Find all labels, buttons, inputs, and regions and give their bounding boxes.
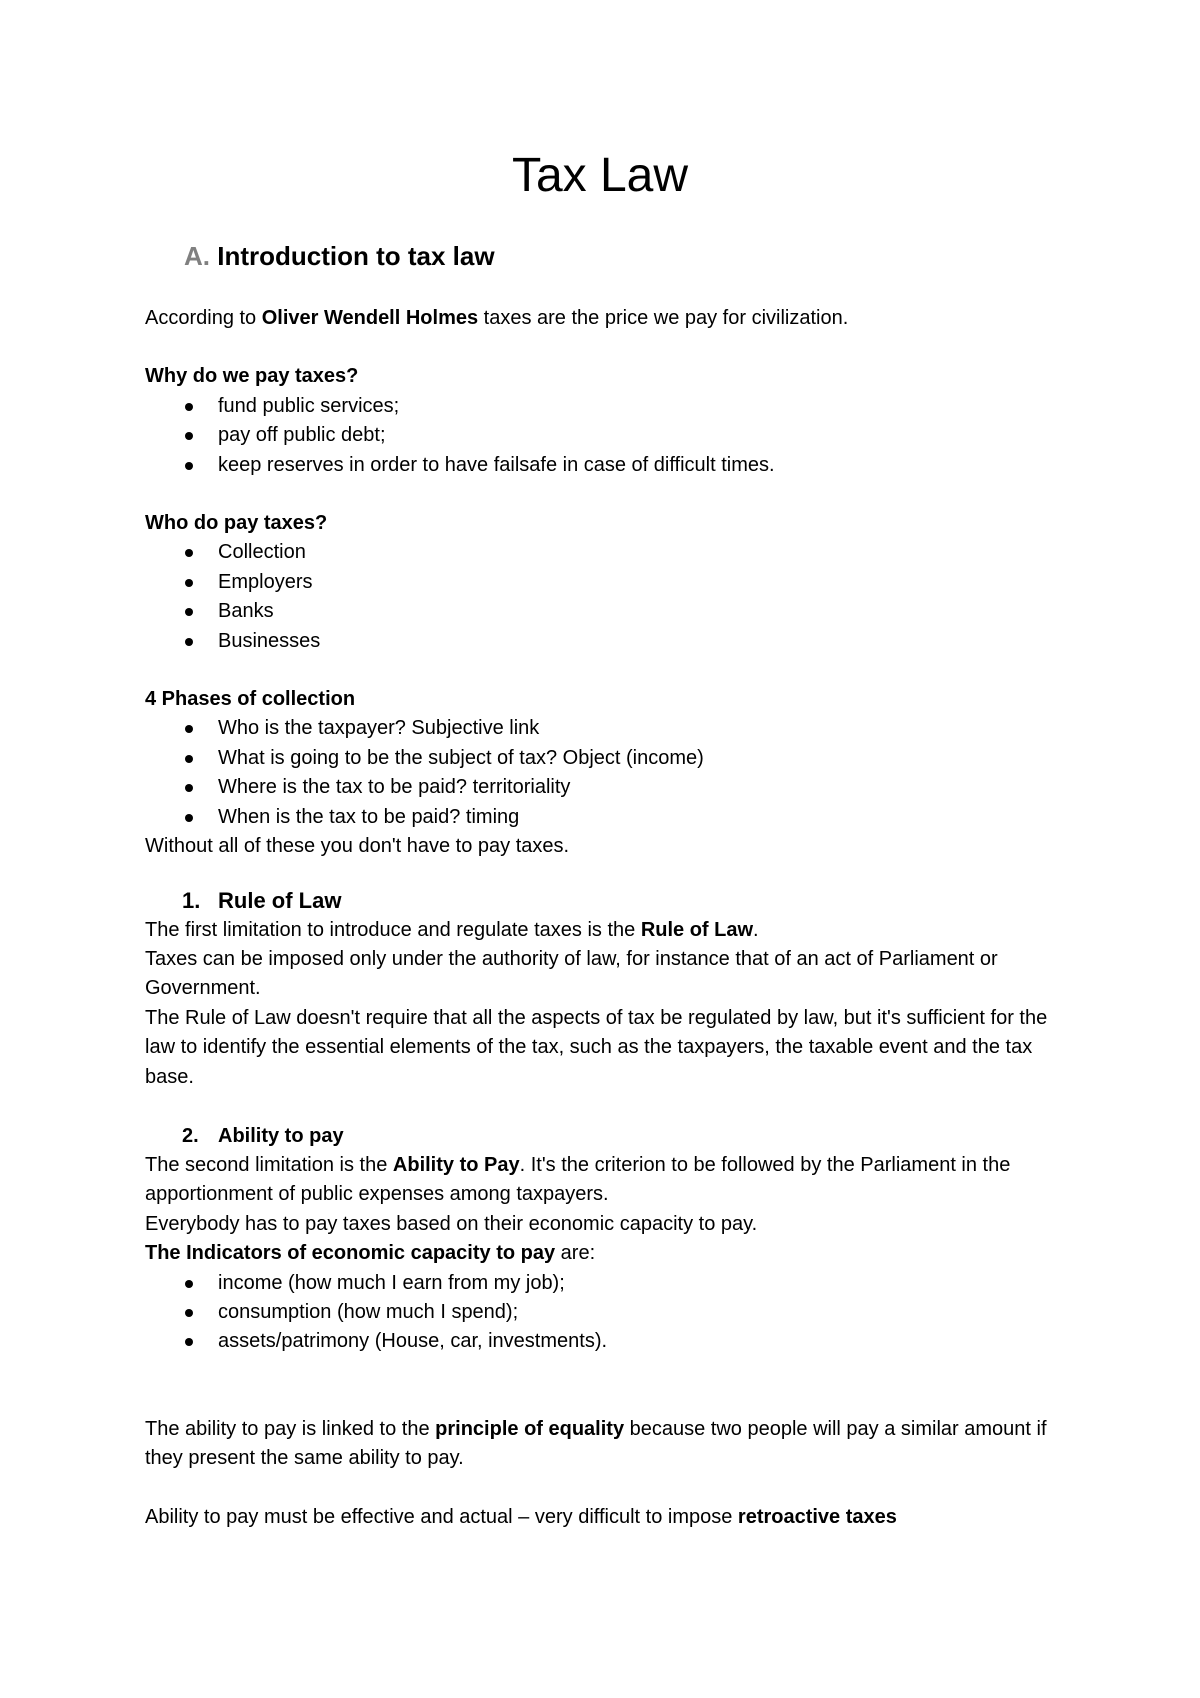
rule-of-law-p2: Taxes can be imposed only under the authority of law, for instance that of an act of Parliament or Government. <box>145 947 998 1000</box>
list-item: Banks <box>145 597 1075 626</box>
who-heading: Who do pay taxes? <box>145 512 328 535</box>
list-item: consumption (how much I spend); <box>145 1298 1075 1327</box>
rule-of-law-p3: The Rule of Law doesn't require that all the aspects of tax be regulated by law, but it's sufficient for the law to identify the essential elements of the tax, such as the taxpayers, the taxable event and the tax base. <box>145 1006 1048 1088</box>
list-item: pay off public debt; <box>145 421 1075 450</box>
list-item: What is going to be the subject of tax? Object (income) <box>145 744 1075 773</box>
section-a-title: Introduction to tax law <box>217 241 495 271</box>
list-item: fund public services; <box>145 392 1075 421</box>
ability-p1: The second limitation is the Ability to Pay. It's the criterion to be followed by the Parliament in the apportionment of public expenses among taxpayers. <box>145 1153 1011 1206</box>
retroactive-paragraph: Ability to pay must be effective and actual – very difficult to impose retroactive taxes <box>145 1505 897 1528</box>
list-item: When is the tax to be paid? timing <box>145 803 1075 832</box>
ability-heading: 2. Ability to pay <box>182 1124 344 1147</box>
list-item: Who is the taxpayer? Subjective link <box>145 714 1075 743</box>
equality-paragraph: The ability to pay is linked to the principle of equality because two people will pay a similar amount if they present the same ability to pay. <box>145 1417 1047 1470</box>
intro-bold-name: Oliver Wendell Holmes <box>261 307 479 329</box>
list-item: keep reserves in order to have failsafe in case of difficult times. <box>145 451 1075 480</box>
rule-of-law-heading: 1. Rule of Law <box>182 887 342 913</box>
list-item: Collection <box>145 538 1075 567</box>
phases-note: Without all of these you don't have to pay taxes. <box>145 835 570 858</box>
section-a-heading <box>184 240 495 272</box>
why-heading: Why do we pay taxes? <box>145 365 359 388</box>
list-item: Employers <box>145 568 1075 597</box>
list-item: Where is the tax to be paid? territoriality <box>145 773 1075 802</box>
phases-heading: 4 Phases of collection <box>145 688 356 711</box>
why-list <box>145 392 1075 480</box>
document-title: Tax Law <box>511 149 689 202</box>
who-list <box>145 538 1075 656</box>
list-item: Businesses <box>145 627 1075 656</box>
intro-paragraph: According to Oliver Wendell Holmes taxes are the price we pay for civilization. <box>145 307 849 329</box>
list-item: income (how much I earn from my job); <box>145 1269 1075 1298</box>
phases-list <box>145 714 1075 832</box>
indicators-intro: The Indicators of economic capacity to pay are: <box>145 1242 596 1265</box>
rule-of-law-p1: The first limitation to introduce and regulate taxes is the Rule of Law. <box>145 918 759 941</box>
ability-p2: Everybody has to pay taxes based on their economic capacity to pay. <box>145 1212 758 1235</box>
list-item: assets/patrimony (House, car, investments). <box>145 1327 1075 1356</box>
indicators-list <box>145 1269 1075 1357</box>
section-a-letter: A. <box>184 241 210 271</box>
document-body <box>145 304 1075 1532</box>
